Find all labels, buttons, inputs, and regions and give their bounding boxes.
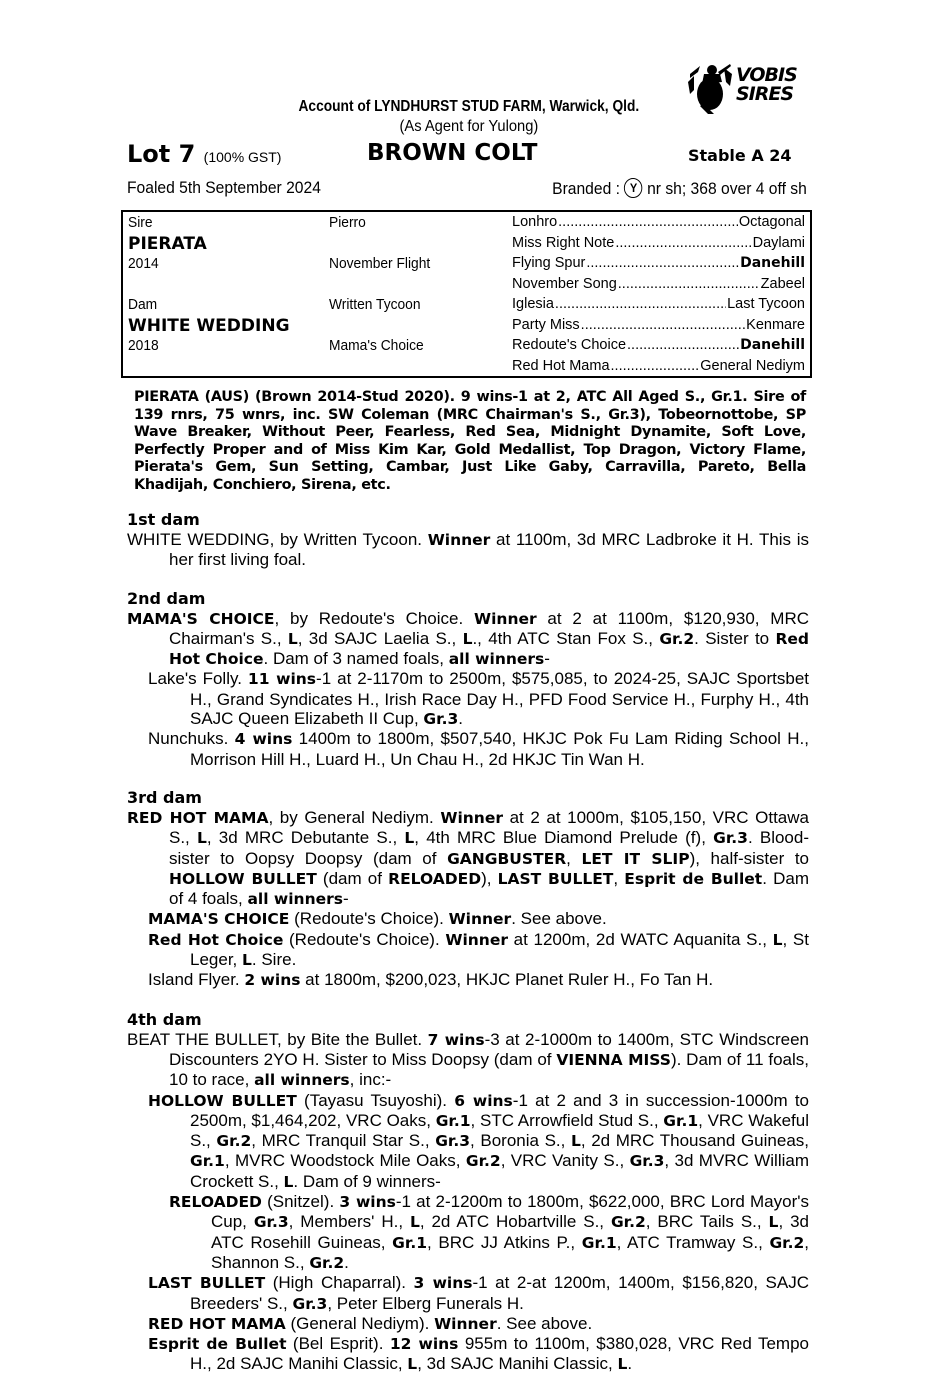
pedigree-ancestor: Miss Right Note	[512, 234, 615, 251]
bold-text-run: 6 wins	[454, 1091, 513, 1110]
bold-text-run: Gr.1	[190, 1152, 225, 1171]
bold-text-run: Gr.3	[253, 1213, 289, 1232]
dam-heading: 1st dam	[127, 510, 200, 529]
bold-text-run: LET IT SLIP	[581, 849, 690, 868]
text-run: at 1200m, 2d WATC Aquanita S.,	[508, 929, 773, 949]
pedigree-row	[123, 294, 810, 315]
text-run: (High Chaparral).	[265, 1273, 414, 1293]
bold-text-run: Gr.1	[392, 1233, 428, 1252]
progeny-entry	[127, 808, 809, 909]
bold-text-run: Red Hot Choice	[148, 930, 284, 949]
bold-text-run: HOLLOW BULLET	[169, 869, 317, 888]
pedigree-gen1: WHITE WEDDING	[128, 315, 290, 336]
text-run: , VRC Wakeful S.,	[190, 1110, 809, 1151]
text-run: .	[344, 1252, 349, 1272]
text-run: , 3d SAJC Laelia S.,	[297, 628, 463, 648]
dam-section	[127, 589, 809, 769]
pedigree-gen1: 2018	[128, 337, 159, 354]
text-run: .	[458, 709, 463, 729]
stable-location: Stable A 24	[688, 146, 792, 165]
progeny-entry	[127, 530, 809, 570]
dam-heading: 4th dam	[127, 1009, 202, 1029]
text-run: -1 at 2 and 3 in succession-1000m to 2500m, $1,464,202, VRC Oaks,	[190, 1090, 809, 1130]
bold-text-run: Winner	[427, 531, 491, 549]
pedigree-gen3	[512, 296, 805, 312]
text-run: (Redoute's Choice).	[283, 929, 446, 949]
text-run: , St Leger,	[190, 929, 809, 970]
progeny-entry	[127, 1091, 809, 1192]
pedigree-gen2: Mama's Choice	[329, 337, 424, 354]
pedigree-ancestor: Redoute's Choice	[512, 337, 627, 353]
bold-text-run: 2 wins	[244, 971, 301, 990]
dam-section	[127, 1010, 809, 1375]
pedigree-row	[123, 274, 810, 295]
bold-text-run: Winner	[434, 1314, 497, 1333]
lot-label: Lot 7	[127, 140, 196, 168]
dam-heading: 3rd dam	[127, 787, 202, 807]
bold-text-run: Gr.3	[423, 710, 459, 729]
text-run: at 2 at 1100m, $120,930, MRC Chairman's S.,	[169, 608, 809, 648]
leader-dots	[555, 296, 726, 312]
leader-dots	[586, 255, 739, 271]
text-run: , Boronia S.,	[470, 1131, 571, 1151]
pedigree-gen2: November Flight	[329, 255, 431, 272]
pedigree-ancestor: Red Hot Mama	[512, 357, 610, 374]
pedigree-gen3	[512, 235, 805, 251]
pedigree-ancestor: Party Miss	[512, 316, 580, 333]
bold-text-run: GANGBUSTER	[447, 849, 567, 868]
text-run: , Shannon S.,	[211, 1232, 810, 1272]
bold-text-run: L	[462, 629, 473, 648]
vendor-account: Account of LYNDHURST STUD FARM, Warwick, Qld.	[298, 98, 640, 115]
progeny-entry	[127, 1314, 809, 1334]
text-run: , MVRC Woodstock Mile Oaks,	[224, 1151, 466, 1171]
pedigree-gen1: PIERATA	[128, 233, 207, 254]
text-run: . Dam of 9 winners-	[293, 1171, 441, 1191]
text-run: . Dam of 3 named foals,	[263, 649, 449, 669]
bold-text-run: RELOADED	[169, 1193, 262, 1212]
text-run: 955m to 1100m, $380,028, VRC Red Tempo H., 2d SAJC Manihi Classic,	[190, 1334, 809, 1374]
bold-text-run: Winner	[440, 808, 503, 827]
bold-text-run: HOLLOW BULLET	[148, 1091, 297, 1110]
pedigree-gen3	[512, 255, 805, 271]
bold-text-run: VIENNA MISS	[556, 1050, 671, 1069]
pedigree-gen3	[512, 337, 805, 353]
bold-text-run: Esprit de Bullet	[148, 1335, 287, 1354]
logo-line-1: VOBIS	[736, 64, 797, 86]
pedigree-row	[123, 233, 810, 254]
text-run: , 2d MRC Thousand Guineas,	[580, 1131, 809, 1151]
leader-dots	[615, 235, 751, 251]
progeny-entry	[127, 970, 809, 990]
bold-text-run: L	[768, 1213, 779, 1232]
bold-text-run: Esprit de Bullet	[624, 869, 763, 888]
leader-dots	[627, 337, 739, 353]
bold-text-run: LAST BULLET	[497, 869, 614, 888]
bold-text-run: RED HOT MAMA	[148, 1314, 286, 1333]
text-run: , by General Nediym.	[268, 807, 441, 827]
text-run: , Members' H.,	[288, 1212, 410, 1232]
pedigree-ancestor-sire: Danehill	[740, 337, 805, 353]
bold-text-run: Gr.2	[465, 1152, 501, 1171]
pedigree-row	[123, 356, 810, 377]
bold-text-run: 4 wins	[234, 730, 293, 749]
progeny-entry	[127, 1192, 809, 1273]
progeny-entry	[127, 669, 809, 729]
progeny-entry	[127, 1334, 809, 1375]
bold-text-run: Winner	[448, 910, 512, 929]
pedigree-gen1: Sire	[128, 214, 153, 231]
text-run: -	[544, 649, 550, 669]
pedigree-table	[121, 210, 812, 378]
text-run: .	[627, 1354, 633, 1374]
text-run: -	[343, 889, 349, 909]
bold-text-run: Gr.2	[610, 1213, 646, 1232]
bold-text-run: 3 wins	[339, 1193, 396, 1212]
pedigree-ancestor-sire: Zabeel	[760, 275, 805, 292]
bold-text-run: Red Hot Choice	[169, 629, 809, 669]
branded-text: nr sh; 368 over 4 off sh	[647, 179, 807, 198]
bold-text-run: Gr.1	[435, 1111, 471, 1130]
bold-text-run: RED HOT MAMA	[127, 808, 269, 827]
text-run: -1 at 2-1200m to 1800m, $622,000, BRC Lord Mayor's Cup,	[211, 1192, 809, 1232]
bold-text-run: L	[287, 629, 298, 648]
text-run: , Peter Elberg Funerals H.	[327, 1293, 524, 1313]
progeny-entry	[127, 609, 809, 670]
text-run: . Blood-sister to Oopsy Doopsy (dam of	[169, 828, 810, 868]
bold-text-run: Gr.3	[713, 829, 748, 848]
bold-text-run: L	[570, 1132, 581, 1151]
text-run: , 3d ATC Rosehill Guineas,	[211, 1212, 809, 1252]
text-run: Nunchuks.	[148, 729, 235, 749]
pedigree-ancestor: Flying Spur	[512, 255, 586, 271]
branded-label: Branded :	[552, 179, 621, 198]
progeny-entry	[127, 909, 809, 929]
text-run: , 3d MVRC William Crockett S.,	[190, 1151, 809, 1191]
dam-family-sections	[127, 510, 809, 1394]
pedigree-row	[123, 335, 810, 356]
text-run: , 4th MRC Blue Diamond Prelude (f),	[414, 828, 714, 848]
text-run: (General Nediym).	[285, 1313, 435, 1333]
gst-note: (100% GST)	[203, 149, 282, 165]
bold-text-run: 3 wins	[413, 1274, 473, 1293]
text-run: . See above.	[511, 909, 607, 929]
text-run: (dam of	[316, 868, 389, 888]
text-run: ,	[613, 868, 625, 888]
progeny-entry	[127, 1273, 809, 1314]
bold-text-run: Winner	[445, 930, 508, 949]
bold-text-run: Gr.3	[435, 1132, 471, 1151]
text-run: , ATC Tramway S.,	[616, 1232, 770, 1252]
bold-text-run: MAMA'S CHOICE	[127, 609, 275, 628]
text-run: , BRC Tails S.,	[645, 1212, 769, 1232]
bold-text-run: Gr.2	[659, 629, 695, 648]
bold-text-run: L	[196, 829, 207, 848]
bold-text-run: LAST BULLET	[148, 1274, 266, 1293]
pedigree-gen1: 2014	[128, 255, 159, 272]
text-run: , 2d ATC Hobartville S.,	[419, 1212, 611, 1232]
bold-text-run: 11 wins	[247, 670, 317, 689]
text-run: (Snitzel).	[261, 1192, 340, 1212]
pedigree-row	[123, 253, 810, 274]
brand-description	[552, 178, 807, 199]
pedigree-ancestor-sire: General Nediym	[700, 357, 805, 374]
bold-text-run: all winners	[254, 1071, 350, 1090]
sire-summary: PIERATA (AUS) (Brown 2014-Stud 2020). 9 wins-1 at 2, ATC All Aged S., Gr.1. Sire of 139 rnrs, 75 wnrs, inc. SW Coleman (MRC Chairman's S., Gr.3), Tobeornottobe, SP Wave Breaker, Without Peer, Fearless, Red Sea, Midnight Dynamite, Soft Love, Perfectly Proper and of Miss Kim Kar, Gold Medallist, Top Dragon, Victory Flame, Pierata's Gem, Sun Setting, Cambar, Just Like Gaby, Carravilla, Pareto, Bella Khadijah, Conchiero, Sirena, etc.	[134, 389, 806, 493]
text-run: ,	[566, 848, 582, 868]
text-run: at 1800m, $200,023, HKJC Planet Ruler H., Fo Tan H.	[300, 970, 714, 990]
text-run: -3 at 2-1000m to 1400m, STC Windscreen Discounters 2YO H. Sister to Miss Doopsy (dam of	[169, 1029, 809, 1069]
text-run: -1 at 2-at 1200m, 1400m, $156,820, SAJC Breeders' S.,	[190, 1273, 809, 1313]
pedigree-ancestor: November Song	[512, 275, 617, 292]
text-run: , BRC JJ Atkins P.,	[427, 1232, 582, 1252]
lot-title: BROWN COLT	[367, 140, 538, 166]
pedigree-ancestor: Iglesia	[512, 296, 554, 312]
lot-number	[127, 140, 281, 168]
bold-text-run: Gr.3	[629, 1152, 665, 1171]
text-run: , 3d MRC Debutante S.,	[206, 828, 405, 848]
text-run: 1400m to 1800m, $507,540, HKJC Pok Fu Lam Riding School H., Morrison Hill H., Luard H., Un Chau H., 2d HKJC Tin Wan H.	[190, 729, 809, 769]
bold-text-run: Winner	[474, 609, 537, 628]
bold-text-run: 7 wins	[427, 1030, 485, 1049]
bold-text-run: L	[409, 1213, 420, 1232]
dam-section	[127, 788, 809, 991]
pedigree-gen2: Pierro	[329, 214, 366, 231]
dam-section	[127, 510, 809, 570]
brand-mark-icon: Y	[625, 178, 643, 198]
text-run: (Tayasu Tsuyoshi).	[296, 1090, 455, 1110]
bold-text-run: L	[617, 1355, 628, 1374]
text-run: , 3d SAJC Manihi Classic,	[417, 1354, 618, 1374]
bold-text-run: Gr.2	[216, 1132, 252, 1151]
text-run: ),	[481, 868, 498, 888]
foaled-date: Foaled 5th September 2024	[127, 178, 321, 197]
bold-text-run: all winners	[448, 650, 545, 669]
bold-text-run: L	[407, 1355, 418, 1374]
progeny-entry	[127, 930, 809, 971]
text-run: at 2 at 1000m, $105,150, VRC Ottawa S.,	[169, 807, 809, 848]
pedigree-ancestor-sire: Danehill	[740, 255, 805, 271]
pedigree-row	[123, 315, 810, 336]
bold-text-run: Gr.1	[663, 1111, 699, 1130]
progeny-entry	[127, 1030, 809, 1091]
leader-dots	[618, 276, 760, 292]
leader-dots	[558, 214, 738, 230]
bold-text-run: Gr.1	[581, 1233, 617, 1252]
bold-text-run: Gr.2	[309, 1253, 345, 1272]
text-run: . Sister to	[694, 628, 776, 648]
pedigree-gen1: Dam	[128, 296, 158, 313]
text-run: , by Redoute's Choice.	[274, 608, 474, 628]
text-run: . Dam of 4 foals,	[169, 868, 809, 909]
pedigree-ancestor-sire: Last Tycoon	[727, 296, 805, 312]
agent-note: (As Agent for Yulong)	[399, 118, 539, 135]
pedigree-gen3	[512, 317, 805, 333]
bold-text-run: L	[772, 930, 783, 949]
text-run: , VRC Vanity S.,	[500, 1151, 630, 1171]
text-run: Lake's Folly.	[148, 669, 248, 689]
text-run: ., 4th ATC Stan Fox S.,	[472, 628, 660, 648]
text-run: . See above.	[496, 1313, 593, 1333]
text-run: (Bel Esprit).	[286, 1334, 390, 1354]
bold-text-run: Gr.2	[769, 1233, 805, 1252]
pedigree-ancestor-sire: Octagonal	[738, 214, 805, 230]
text-run: (Redoute's Choice).	[289, 909, 449, 929]
bold-text-run: Gr.3	[292, 1294, 328, 1313]
text-run: , inc:-	[349, 1070, 392, 1090]
bold-text-run: RELOADED	[388, 869, 482, 888]
text-run: -1 at 2-1170m to 2500m, $575,085, to 2024-25, SAJC Sportsbet H., Grand Syndicates H., Irish Race Day H., PFD Food Service H., Furphy H., 4th SAJC Queen Elizabeth II Cup,	[190, 669, 809, 729]
pedigree-ancestor-sire: Kenmare	[746, 316, 805, 333]
text-run: WHITE WEDDING, by Written Tycoon.	[127, 530, 428, 549]
bold-text-run: L	[283, 1172, 294, 1191]
pedigree-gen3	[512, 358, 805, 374]
text-run: , STC Arrowfield Stud S.,	[470, 1110, 664, 1130]
text-run: Island Flyer.	[148, 970, 245, 990]
text-run: at 1100m, 3d MRC Ladbroke it H. This is her first living foal.	[169, 530, 810, 570]
progeny-entry	[127, 729, 809, 769]
bold-text-run: 12 wins	[389, 1335, 459, 1354]
bold-text-run: all winners	[247, 890, 344, 909]
pedigree-row	[123, 212, 810, 233]
bold-text-run: L	[242, 951, 252, 970]
text-run: ). Dam of 11 foals, 10 to race,	[169, 1049, 809, 1090]
logo-line-2: SIRES	[736, 83, 794, 105]
bold-text-run: MAMA'S CHOICE	[148, 910, 290, 929]
pedigree-ancestor: Lonhro	[512, 214, 558, 230]
leader-dots	[581, 317, 745, 333]
pedigree-gen2: Written Tycoon	[329, 296, 421, 313]
bold-text-run: L	[404, 829, 415, 848]
text-run: ), half-sister to	[689, 848, 810, 868]
dam-heading: 2nd dam	[127, 588, 206, 608]
pedigree-gen3	[512, 276, 805, 292]
text-run: , MRC Tranquil Star S.,	[251, 1131, 436, 1151]
pedigree-ancestor-sire: Daylami	[752, 234, 805, 251]
text-run: BEAT THE BULLET, by Bite the Bullet.	[127, 1029, 428, 1049]
pedigree-gen3	[512, 214, 805, 230]
leader-dots	[611, 358, 700, 374]
text-run: . Sire.	[251, 950, 297, 970]
